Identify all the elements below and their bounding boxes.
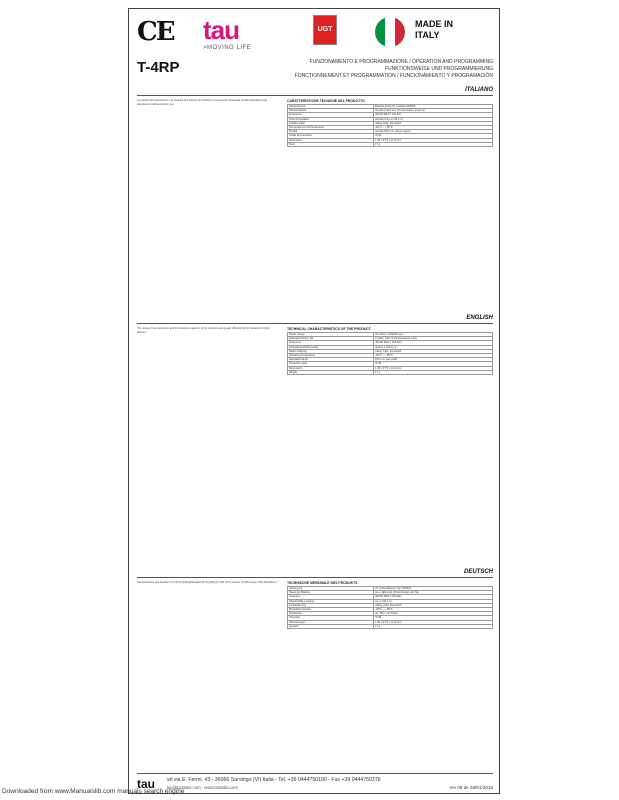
spec-label: Frequency	[288, 341, 374, 345]
tau-tagline: >MOVING LIFE	[203, 45, 252, 51]
manual-page	[128, 8, 500, 794]
document-subtitle	[209, 59, 493, 80]
spec-title: TECHNISCHE MERKMALE DES PRODUKTS	[287, 581, 358, 585]
spec-value: 3V Lithium CR2016 type	[374, 333, 493, 337]
spec-value: ca. 1 mW e.r.p.	[374, 599, 493, 603]
spec-label: Weight	[288, 370, 374, 374]
spec-value: -20°C ÷ + 55°C	[374, 126, 493, 130]
spec-label: Codifica radio	[288, 121, 374, 125]
model-title: T-4RP	[137, 59, 180, 76]
spec-value: 433.92 MHz ± 100 kHz	[374, 595, 493, 599]
spec-label: Temperatura di funzionamento	[288, 126, 374, 130]
spec-table-it	[287, 99, 493, 147]
spec-value: 150 m in open field	[374, 358, 493, 362]
spec-label: Estimated battery life	[288, 337, 374, 341]
spec-label: Frequenz	[288, 595, 374, 599]
language-heading: ENGLISH	[466, 315, 493, 321]
flag-green	[375, 17, 385, 47]
spec-label: Estimated radiated power	[288, 345, 374, 349]
section-english	[137, 315, 493, 521]
spec-row	[288, 370, 493, 374]
flag-red	[395, 17, 405, 47]
spec-value: ca. 150 m im Freien	[374, 612, 493, 616]
spec-value: -20°C ÷ + 55°C	[374, 354, 493, 358]
spec-value: 433.92 MHz ± 100 kHz	[374, 113, 493, 117]
footer	[137, 773, 493, 791]
spec-value: L 36 x P 72 x H 10 mm	[374, 366, 493, 370]
footer-address: srl via E. Fermi, 43 - 36066 Sandrigo (VI) Italia - Tel. +39 0444750190 - Fax +39 0444750376	[167, 777, 381, 783]
spec-label: Radio codifying	[288, 349, 374, 353]
spec-label: Reichweite	[288, 612, 374, 616]
spec-label: Abmessungen	[288, 620, 374, 624]
spec-value: ca. 2 Jahre bei 10 Sendungen am Tag	[374, 591, 493, 595]
spec-label: Protection class	[288, 362, 374, 366]
spec-value: IP 40	[374, 362, 493, 366]
spec-label: Gewicht	[288, 624, 374, 628]
download-watermark[interactable]: Downloaded from www.Manualslib.com manuals search engine	[2, 788, 185, 795]
language-heading: DEUTSCH	[463, 569, 493, 575]
spec-label: Portata	[288, 130, 374, 134]
spec-value: approx 1 mW e.r.p.	[374, 345, 493, 349]
spec-value: IP 40	[374, 134, 493, 138]
spec-value: -20°C ÷ + 55°C	[374, 608, 493, 612]
spec-row	[288, 624, 493, 628]
tau-logo	[203, 15, 267, 55]
spec-value: Batteria al litio 3V modello CR2016	[374, 105, 493, 109]
language-heading: ITALIANO	[465, 87, 493, 93]
subtitle-line: FONCTIONNEMENT ET PROGRAMMATION / FUNCIONAMIENTO Y PROGRAMACIÓN	[294, 73, 493, 79]
made-in-line-1: MADE IN	[415, 19, 453, 29]
flag-white	[385, 17, 395, 47]
spec-label: Peso	[288, 142, 374, 146]
footer-tau-logo: tau	[137, 777, 155, 791]
italian-flag-icon	[375, 17, 405, 47]
spec-value: 3V Lithiumbatterie Typ CR2016	[374, 587, 493, 591]
spec-value: IP 40	[374, 616, 493, 620]
spec-label: Dimensions	[288, 366, 374, 370]
spec-label: Dimensioni	[288, 138, 374, 142]
spec-value: 17 g	[374, 370, 493, 374]
spec-title: TECHNICAL CHARACTERISTICS OF THE PRODUCT	[287, 327, 371, 331]
ugt-logo: UGT	[313, 15, 337, 45]
spec-value: L 36 x P 72 x H 10 mm	[374, 138, 493, 142]
tau-logo-mark: tau	[203, 15, 239, 45]
spec-value: rolling code, dip switch	[374, 349, 493, 353]
spec-value: L 36 x P 72 x H 10 mm	[374, 620, 493, 624]
spec-value: 433.92 MHz ± 100 kHz	[374, 341, 493, 345]
spec-value: 2 years, with 10 transmissions a day	[374, 337, 493, 341]
spec-label: Betriebstemperatur	[288, 608, 374, 612]
spec-label: Power supply	[288, 333, 374, 337]
spec-label: Abgestrahlte Leistung	[288, 599, 374, 603]
intro-text: Die Reichweite des Senders und die Empfangsfähigkeit der Empfänger wird durch andere Vorrichtungen stark beeinflusst.	[137, 581, 278, 584]
section-deutsch	[137, 569, 493, 765]
spec-label: Frequenza	[288, 113, 374, 117]
made-in-italy	[415, 19, 493, 41]
spec-value: rolling code, dip switch	[374, 121, 493, 125]
spec-label: Dauer der Batterie	[288, 591, 374, 595]
spec-table-de	[287, 581, 493, 629]
intro-text: La portata del trasmettitore e la capacità di ricezione dei ricevitori e fortemente influenzata da altri dispositivi quali trasmissioni radioamatoriali, ecc.	[137, 99, 267, 106]
ce-mark-logo: CE	[137, 17, 174, 47]
spec-value: stimata 150 m in campo aperto	[374, 130, 493, 134]
spec-value: stimata circa 1 mW e.r.p.	[374, 117, 493, 121]
spec-label: Funkkodierung	[288, 603, 374, 607]
spec-label: Grado di protezione	[288, 134, 374, 138]
divider	[137, 577, 493, 578]
spec-row	[288, 142, 493, 146]
subtitle-line: FUNKTIONSWEISE UND PROGRAMMIERUNG	[384, 66, 493, 72]
spec-value: rolling code, dip-switch	[374, 603, 493, 607]
spec-label: Alimentazione	[288, 105, 374, 109]
spec-label: Estimated range	[288, 358, 374, 362]
section-italiano	[137, 87, 493, 293]
spec-label: Durata batteria	[288, 109, 374, 113]
spec-value: 17 g	[374, 142, 493, 146]
spec-value: stimata 2 anni con 10 trasmissioni al giorno	[374, 109, 493, 113]
spec-label: Versorgung	[288, 587, 374, 591]
spec-label: Schutzart	[288, 616, 374, 620]
divider	[137, 323, 493, 324]
revision-label: rev 09 de 26/01/2015	[449, 785, 493, 790]
intro-text: The range of the transmitter and the reception capacity of the receivers are greatly affected by the presence of other devices.	[137, 327, 271, 334]
divider	[137, 95, 493, 96]
spec-title: CARATTERISTICHE TECNICHE DEL PRODOTTO	[287, 99, 365, 103]
spec-label: Potenza irradiata	[288, 117, 374, 121]
footer-contact[interactable]: tau@tauitalia.com - www.tauitalia.com	[167, 785, 238, 790]
spec-value: 17 g	[374, 624, 493, 628]
header	[137, 15, 493, 55]
spec-label: Operating temperature	[288, 354, 374, 358]
subtitle-line: FUNZIONAMENTO E PROGRAMMAZIONE / OPERATION AND PROGRAMMING	[309, 59, 493, 65]
spec-table-en	[287, 327, 493, 375]
made-in-line-2: ITALY	[415, 30, 440, 40]
